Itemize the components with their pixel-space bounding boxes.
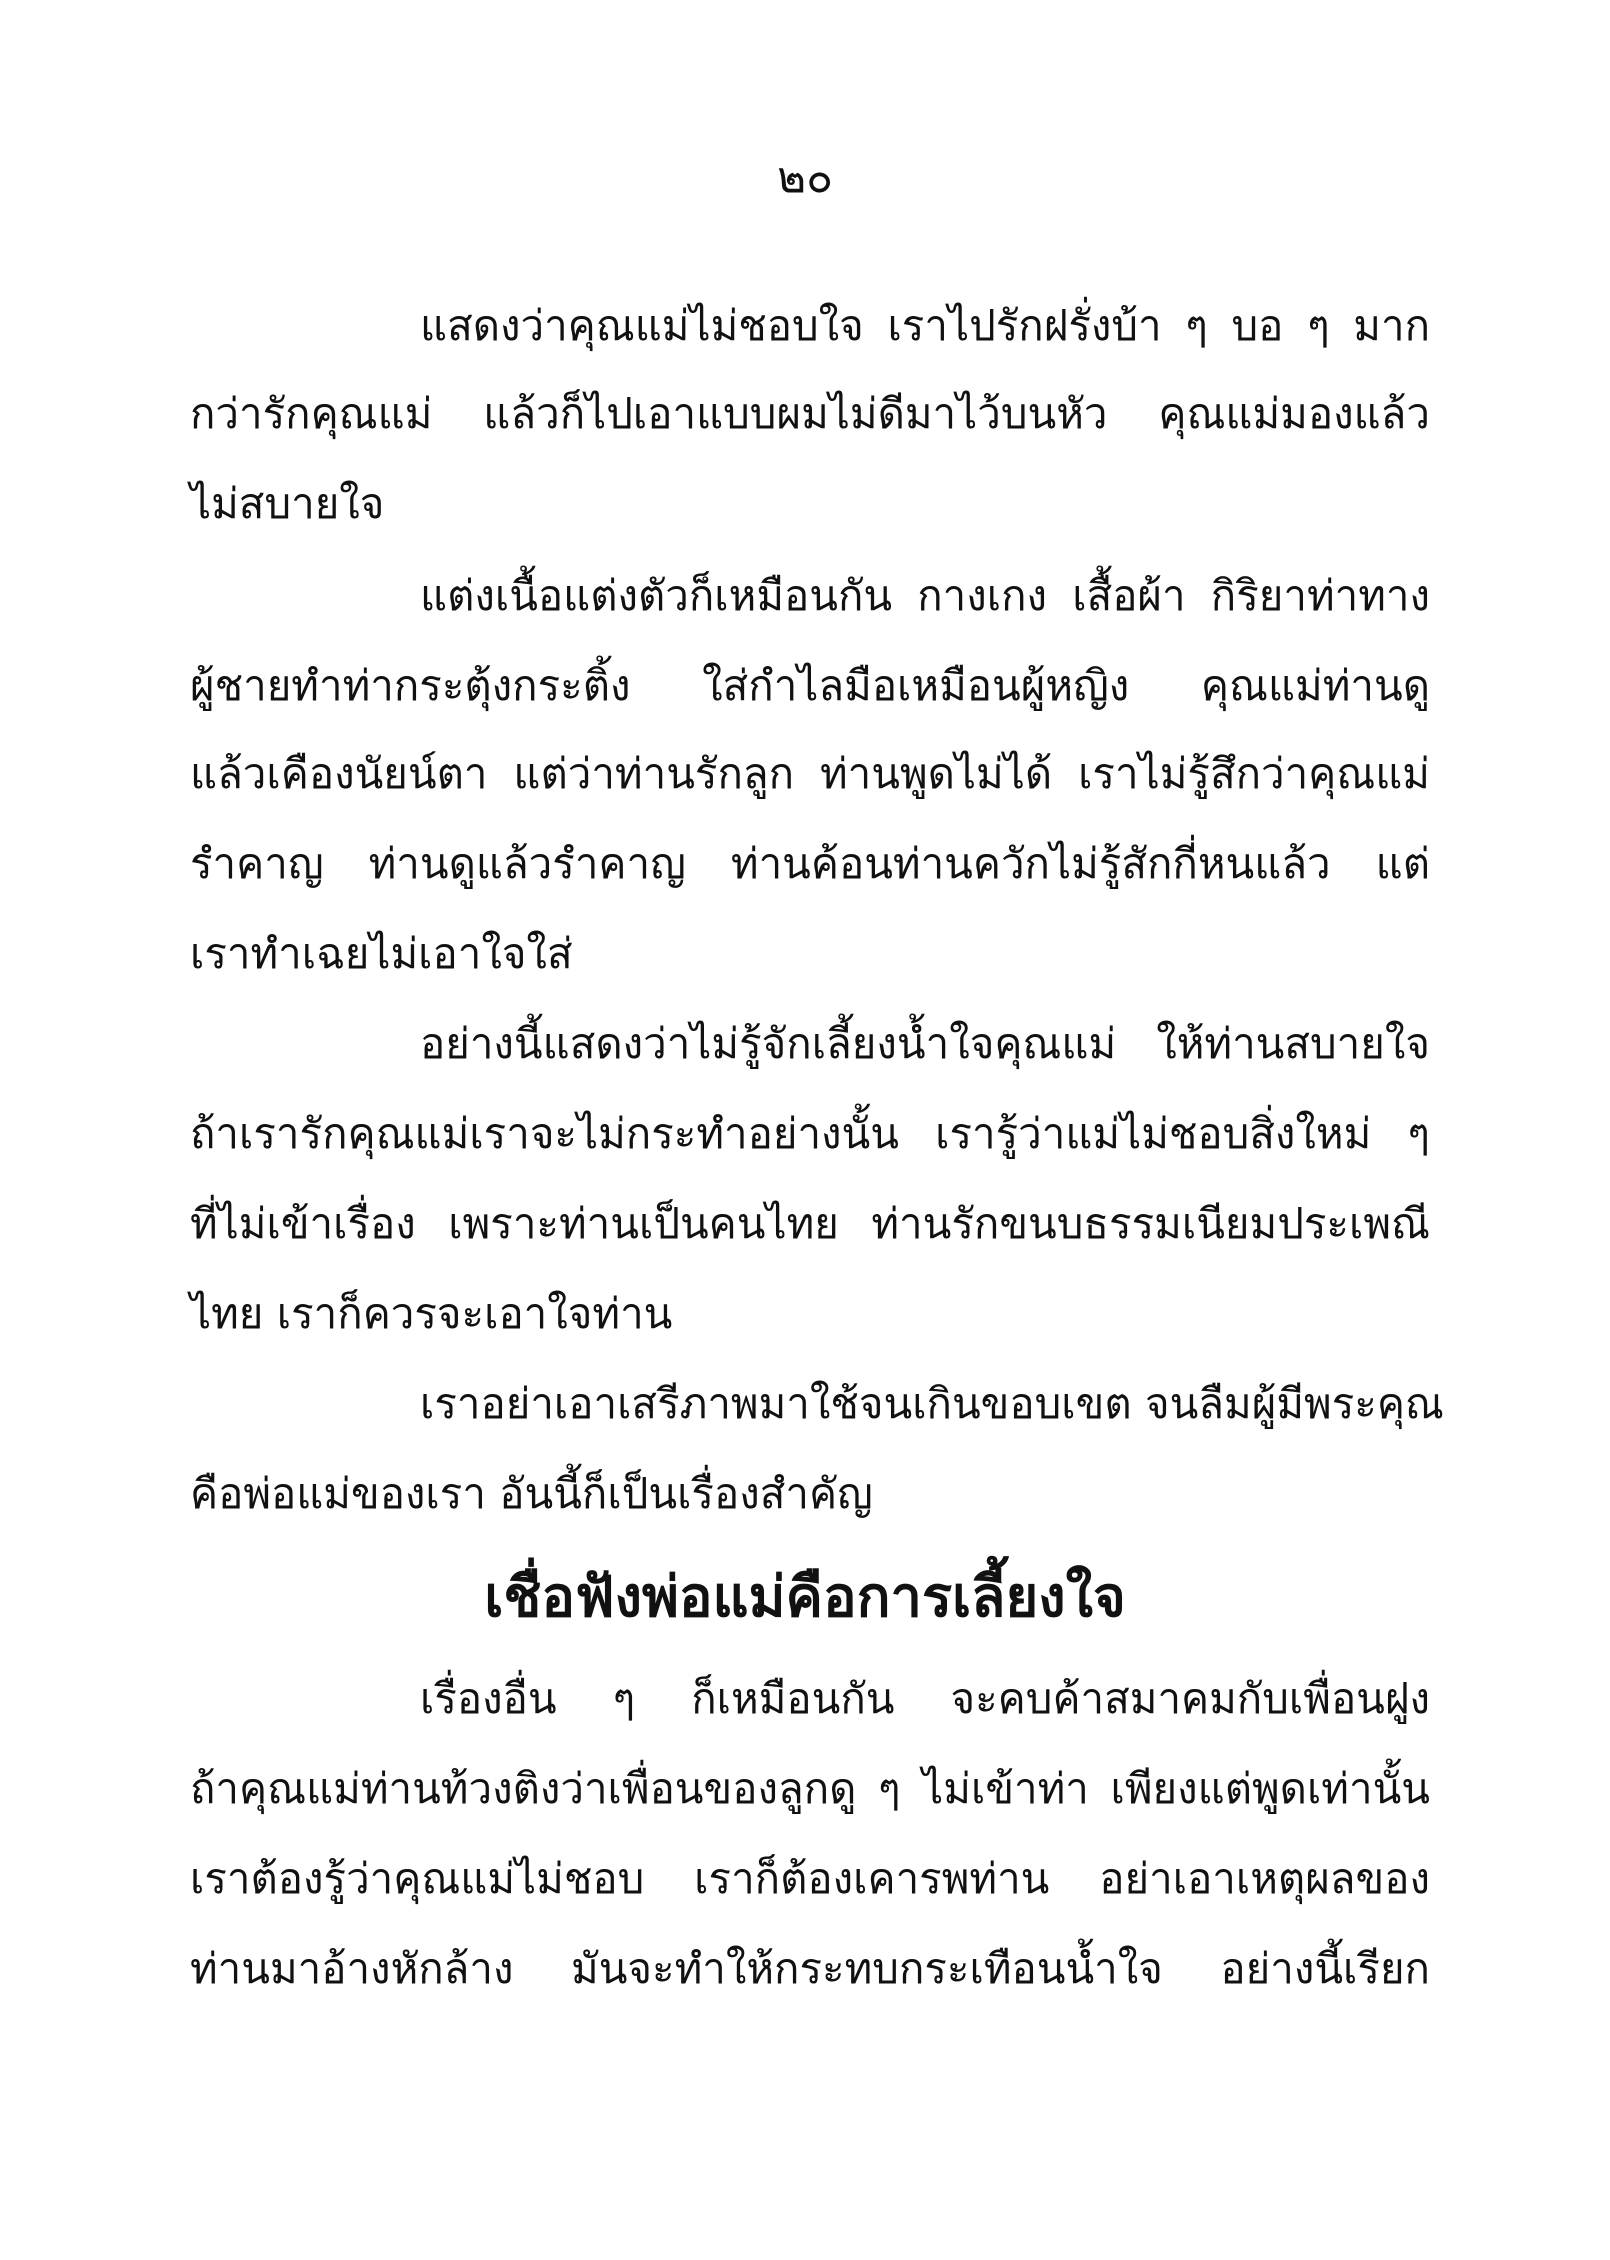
- paragraph-5-line-1: เรื่องอื่น ๆ ก็เหมือนกัน จะคบค้าสมาคมกับเพื่อนฝูง: [420, 1674, 1430, 1723]
- paragraph-3-line-3: ที่ไม่เข้าเรื่อง เพราะท่านเป็นคนไทย ท่านรักขนบธรรมเนียมประเพณี: [190, 1199, 1430, 1248]
- paragraph-2-line-1: แต่งเนื้อแต่งตัวก็เหมือนกัน กางเกง เสื้อผ้า กิริยาท่าทาง: [420, 571, 1430, 620]
- paragraph-3-line-2: ถ้าเรารักคุณแม่เราจะไม่กระทำอย่างนั้น เรารู้ว่าแม่ไม่ชอบสิ่งใหม่ ๆ: [190, 1109, 1430, 1158]
- page-number: ๒๐: [777, 152, 833, 203]
- paragraph-4-line-1: เราอย่าเอาเสรีภาพมาใช้จนเกินขอบเขต จนลืมผู้มีพระคุณ: [420, 1379, 1444, 1428]
- paragraph-4-line-2: คือพ่อแม่ของเรา อันนี้ก็เป็นเรื่องสำคัญ: [190, 1469, 873, 1518]
- paragraph-1-line-1: แสดงว่าคุณแม่ไม่ชอบใจ เราไปรักฝรั่งบ้า ๆ บอ ๆ มาก: [420, 301, 1430, 350]
- paragraph-2-line-3: แล้วเคืองนัยน์ตา แต่ว่าท่านรักลูก ท่านพูดไม่ได้ เราไม่รู้สึกว่าคุณแม่: [190, 749, 1430, 798]
- paragraph-2-line-5: เราทำเฉยไม่เอาใจใส่: [190, 929, 573, 978]
- paragraph-2-line-2: ผู้ชายทำท่ากระตุ้งกระติ้ง ใส่กำไลมือเหมือนผู้หญิง คุณแม่ท่านดู: [190, 661, 1430, 710]
- paragraph-3-line-4: ไทย เราก็ควรจะเอาใจท่าน: [190, 1289, 673, 1338]
- paragraph-5-line-3: เราต้องรู้ว่าคุณแม่ไม่ชอบ เราก็ต้องเคารพท่าน อย่าเอาเหตุผลของ: [190, 1854, 1430, 1903]
- paragraph-3-line-1: อย่างนี้แสดงว่าไม่รู้จักเลี้ยงน้ำใจคุณแม่ ให้ท่านสบายใจ: [420, 1019, 1430, 1068]
- paragraph-5-line-2: ถ้าคุณแม่ท่านท้วงติงว่าเพื่อนของลูกดู ๆ ไม่เข้าท่า เพียงแต่พูดเท่านั้น: [190, 1764, 1430, 1813]
- paragraph-5-line-4: ท่านมาอ้างหักล้าง มันจะทำให้กระทบกระเทือนน้ำใจ อย่างนี้เรียก: [190, 1944, 1430, 1993]
- paragraph-1-line-2: กว่ารักคุณแม่ แล้วก็ไปเอาแบบผมไม่ดีมาไว้บนหัว คุณแม่มองแล้ว: [190, 389, 1430, 438]
- paragraph-2-line-4: รำคาญ ท่านดูแล้วรำคาญ ท่านค้อนท่านควักไม่รู้สักกี่หนแล้ว แต่: [190, 839, 1430, 888]
- section-heading: เชื่อฟังพ่อแม่คือการเลี้ยงใจ: [484, 1565, 1126, 1630]
- paragraph-1-line-3: ไม่สบายใจ: [190, 479, 385, 528]
